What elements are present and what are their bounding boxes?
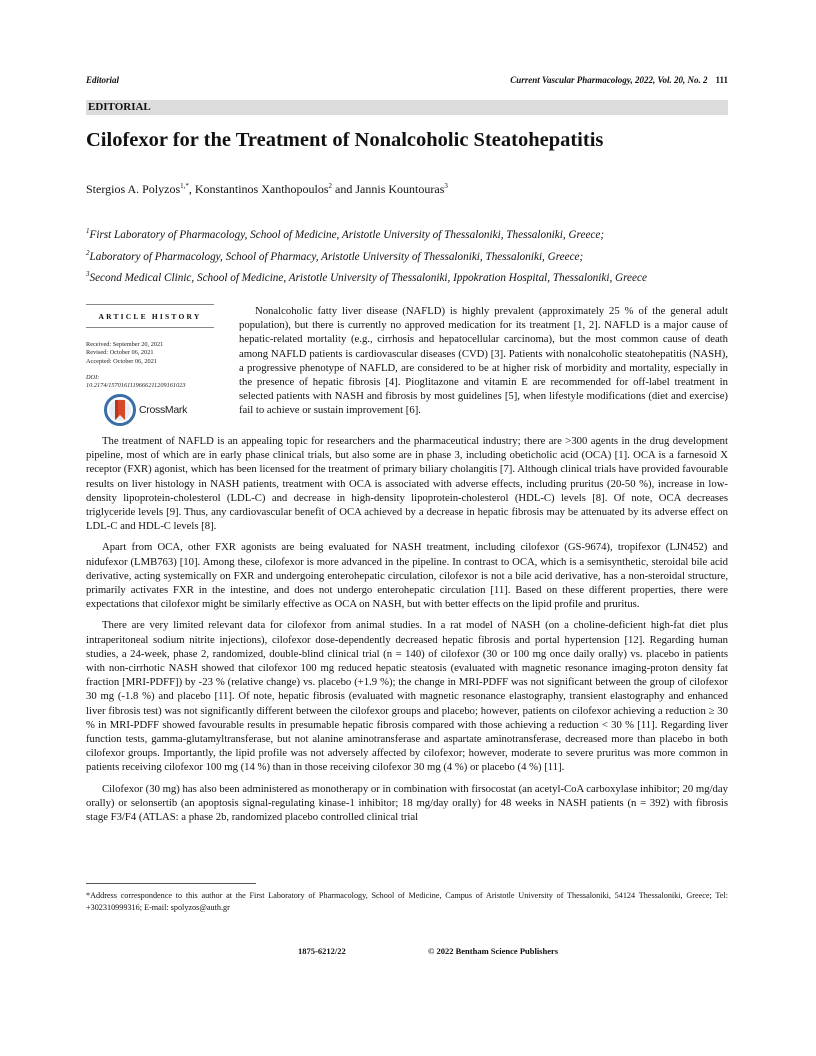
crossmark-label: CrossMark [139,404,188,417]
affiliation-text: Laboratory of Pharmacology, School of Pharmacy, Aristotle University of Thessaloniki, Thessaloniki, Greece; [89,250,584,263]
history-dates [86,341,214,366]
body-paragraph: Apart from OCA, other FXR agonists are being evaluated for NASH treatment, including cilofexor (GS-9674), tropifexor (LJN452) and nidufexor (LMB763) [10]. Among these, cilofexor is more advanced in the pipeline. In contrast to OCA, which is a semisynthetic, steroidal bile acid derivative, acting systemically on FXR and undergoing enterohepatic circulation, cilofexor is not a bile acid derivative, has a non-steroidal structure, primarily activates FXR in the intestine, and does not undergo enterohepatic circulation [11]. Based on these different properties, there were expectations that cilofexor might be similarly effective as OCA on NASH, but with better effects on the lipid profile and pruritus. [86,541,728,611]
article-history-heading: ARTICLE HISTORY [98,312,202,321]
doi-block [86,374,214,391]
body-paragraph: Cilofexor (30 mg) has also been administered as monotherapy or in combination with firsocostat (an acetyl-CoA carboxylase inhibitor; 20 mg/day orally) or selonsertib (an apoptosis signal-regulating kinase-1 inhibitor; 18 mg/day orally) for 48 weeks in NASH patients (n = 392) with fibrosis stage F3/F4 (ATLAS: a phase 2b, randomized placebo controlled clinical trial [86,782,728,824]
revised-date: Revised: October 06, 2021 [86,349,154,357]
body-paragraph: There are very limited relevant data for cilofexor from animal studies. In a rat model of NASH (on a choline-deficient high-fat diet plus intraperitoneal sodium nitrite injections), cilofexor dose-dependently decreased hepatic fibrosis and portal hypertension [12]. Regarding human studies, a 24-week, phase 2, randomized, double-blind clinical trial (n = 140) of cilofexor (30 or 100 mg once daily orally) vs. placebo in patients with non-cirrhotic NASH showed that cilofexor 100 mg reduced hepatic steatosis (evaluated with magnetic resonance imaging-proton density fat fraction [MRI-PDFF]) by -23 % (relative change) vs. placebo (+1.9 %); the change in MRI-PDFF was not significant between the group of cilofexor 30 mg (-1.8 %) and placebo [11]. Of note, hepatic fibrosis (evaluated with magnetic resonance elastography, transient elastography and enhanced liver fibrosis test) was not significantly different between the cilofexor groups and placebo; however, patients on cilofexor achieving a reduction ≥ 30 % in MRI-PDFF showed favourable results in presumable hepatic fibrosis compared with those achieving a reduction < 30 % [11]. Regarding liver function tests, gamma-glutamyltransferase, but not alanine aminotransferase and aspartate aminotransferase, decreased more than placebo in both cilofexor groups. Importantly, the lipid profile was not adversely affected by cilofexor; however, moderate to severe pruritus was more common in patients receiving cilofexor 100 mg (14 %) than in those receiving cilofexor 30 mg (4 %) or placebo (4 %) [11]. [86,619,728,774]
author-affiliation-marker: 3 [444,182,448,190]
affiliation-marker: 2 [86,248,90,257]
divider [86,327,214,328]
article-history-box [86,304,214,426]
author-list [86,178,448,197]
affiliation-marker: 3 [86,270,90,278]
author-name: Konstantinos Xanthopoulos [194,182,329,196]
accepted-date: Accepted: October 06, 2021 [86,357,157,365]
affiliations [86,223,728,288]
doi-link[interactable]: 10.2174/1570161119666211209161023 [86,382,186,390]
journal-citation [510,75,728,85]
correspondence-footnote: *Address correspondence to this author at the First Laboratory of Pharmacology, School of Medicine, Campus of Aristotle University of Thessaloniki, 54124 Thessaloniki, Greece; Tel: +302310999316; E-mail: spolyzos@auth.gr [86,891,728,912]
intro-paragraph: Nonalcoholic fatty liver disease (NAFLD) is highly prevalent (approximately 25 % of the general adult population), but there is currently no approved medication for its treatment [1, 2]. NAFLD is a major cause of hepatic-related mortality (e.g., cirrhosis and hepatocellular carcinoma), but the most common cause of death among NAFLD patients is cardiovascular diseases (CVD) [3]. Patients with nonalcoholic steatohepatitis (NASH), a progressive phenotype of NAFLD, are considered to be at higher risk of morbidity and mortality, especially in the presence of hepatic fibrosis [4]. Pioglitazone and vitamin E are recommended for off-label treatment in selected patients with NASH and fibrosis by most guidelines [5], when lifestyle modifications (diet and exercise) fail to achieve or sustain improvement [6]. [239,305,728,417]
article-body [86,434,728,831]
article-title: Cilofexor for the Treatment of Nonalcoholic Steatohepatitis [86,129,604,151]
abstract-intro [239,304,728,418]
doi-label: DOI: [86,373,100,381]
author-name: Stergios A. Polyzos [86,182,181,196]
body-paragraph: The treatment of NAFLD is an appealing topic for researchers and the pharmaceutical industry; there are >300 agents in the drug development pipeline, most of which are in early phase clinical trials, but also some are in phase 3, including obeticholic acid (OCA) [1]. OCA is a farnesoid X receptor (FXR) agonist, which has been licensed for the treatment of primary biliary cholangitis [7]. Although clinical trials have provided favourable results on liver histology in NASH patients, treatment with OCA is associated with adverse effects, including pruritus (20-50 %), increase in low-density lipoprotein-cholesterol (LDL-C) and decrease in high-density lipoprotein-cholesterol (HDL-C) levels [8]. Of note, OCA decreases triglyceride levels [9]. Thus, any cardiovascular benefit of OCA achieved by a decrease in hepatic fibrosis may be attenuated by its adverse effect on LDL-C and HDL-C levels [8]. [86,435,728,533]
running-head [86,75,728,89]
footnote-divider [86,883,256,884]
issn: 1875-6212/22 [298,946,346,956]
author-name: Jannis Kountouras [355,182,445,196]
author-affiliation-marker: 2 [328,182,333,190]
affiliation [86,245,728,267]
article-type-label: Editorial [86,75,120,85]
author-affiliation-marker: 1,* [180,182,189,190]
affiliation-text: Second Medical Clinic, School of Medicine, Aristotle University of Thessaloniki, Ippokration Hospital, Thessaloniki, Greece [89,272,647,284]
section-label: EDITORIAL [86,100,728,115]
author-separator: , [188,182,195,196]
crossmark-icon [104,394,136,426]
affiliation-marker: 1 [86,227,90,235]
author-separator: and [332,182,356,196]
copyright: © 2022 Bentham Science Publishers [428,946,559,956]
received-date: Received: September 20, 2021 [86,341,164,348]
page-number: 111 [715,75,728,85]
journal-name: Current Vascular Pharmacology, 2022, Vol. 20, No. 2 [510,75,708,85]
affiliation [86,266,728,288]
crossmark-badge[interactable] [104,394,214,426]
affiliation-text: First Laboratory of Pharmacology, School of Medicine, Aristotle University of Thessaloniki, Thessaloniki, Greece; [89,229,605,241]
affiliation [86,223,728,245]
